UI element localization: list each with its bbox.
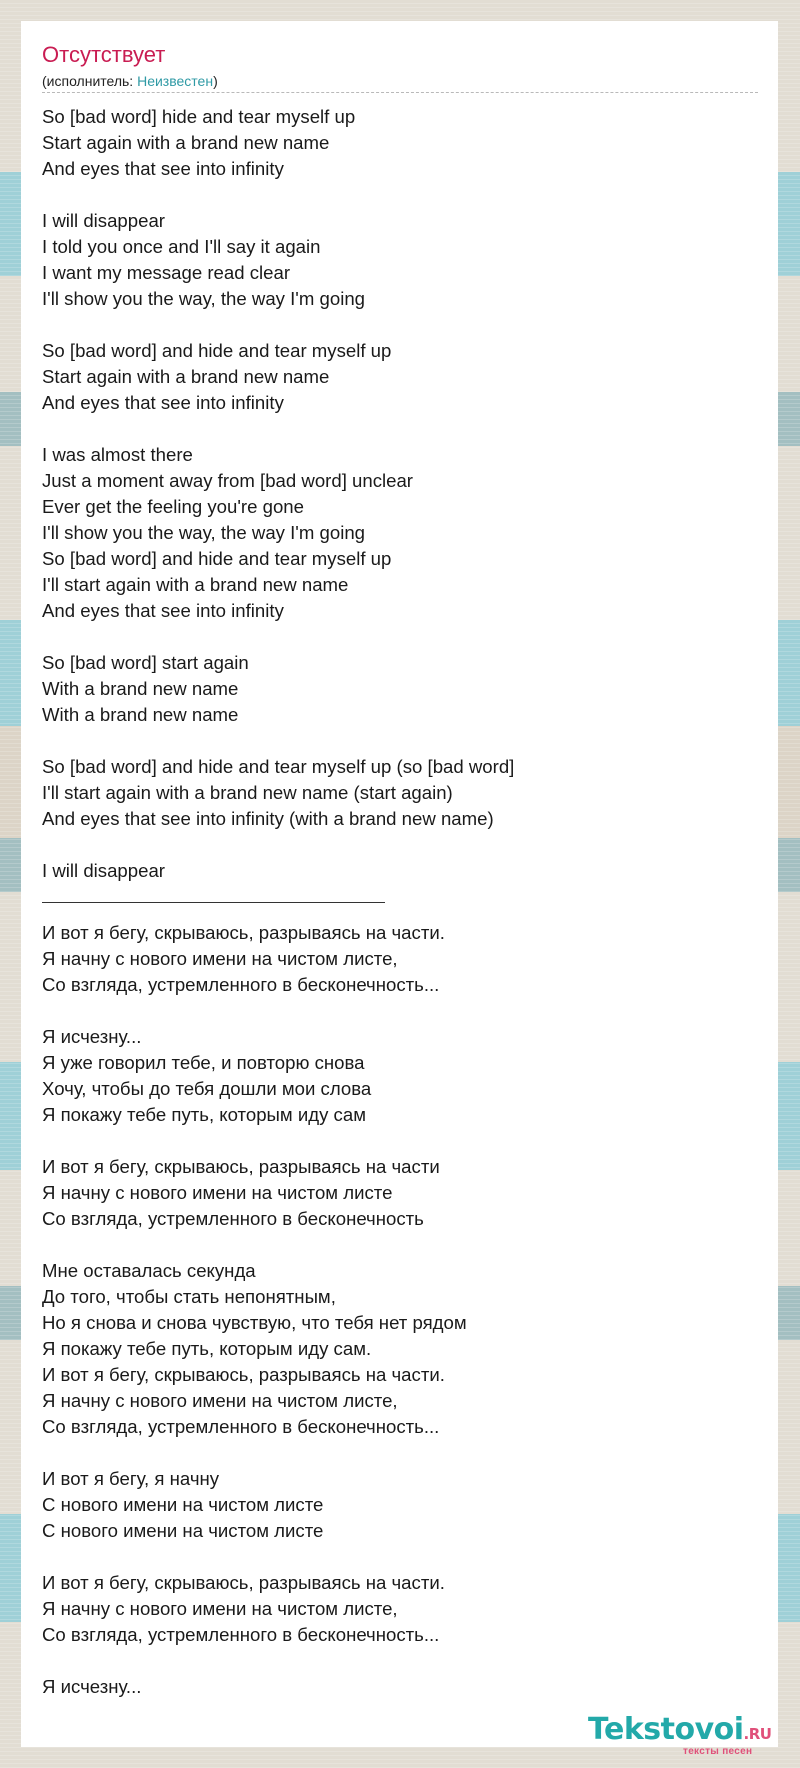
lyric-line: И вот я бегу, скрываюсь, разрываясь на части — [42, 1156, 440, 1177]
lyric-line: So [bad word] and hide and tear myself up — [42, 548, 392, 569]
lyric-line: Я покажу тебе путь, которым иду сам. — [42, 1338, 372, 1359]
stanza-gap — [42, 312, 742, 338]
lyric-line: Я исчезну... — [42, 1676, 142, 1697]
lyric-line: Start again with a brand new name — [42, 132, 330, 153]
lyric-line: Со взгляда, устремленного в бесконечность — [42, 1208, 424, 1229]
lyric-line: Со взгляда, устремленного в бесконечность... — [42, 974, 440, 995]
lyric-line: Я начну с нового имени на чистом листе — [42, 1182, 393, 1203]
lyric-line: I'll show you the way, the way I'm going — [42, 288, 366, 309]
lyric-line: И вот я бегу, скрываюсь, разрываясь на части. — [42, 1364, 445, 1385]
lyric-line: Я начну с нового имени на чистом листе, — [42, 1390, 398, 1411]
lyric-line: And eyes that see into infinity (with a brand new name) — [42, 808, 494, 829]
artist-line — [42, 73, 218, 90]
artist-prefix: (исполнитель: — [42, 73, 138, 89]
stanza-gap — [42, 1128, 742, 1154]
lyric-line: Со взгляда, устремленного в бесконечность... — [42, 1416, 440, 1437]
lyric-line: Со взгляда, устремленного в бесконечность... — [42, 1624, 440, 1645]
artist-link[interactable]: Неизвестен — [137, 73, 214, 89]
song-title: Отсутствует — [42, 42, 166, 67]
lyric-line: Я начну с нового имени на чистом листе, — [42, 1598, 398, 1619]
lyric-line: Я уже говорил тебе, и повторю снова — [42, 1052, 365, 1073]
lyric-line: С нового имени на чистом листе — [42, 1494, 324, 1515]
lyric-line: Хочу, чтобы до тебя дошли мои слова — [42, 1078, 372, 1099]
site-logo[interactable] — [588, 1713, 788, 1763]
lyric-line: And eyes that see into infinity — [42, 600, 284, 621]
lyric-line: So [bad word] and hide and tear myself up — [42, 340, 392, 361]
section-gap — [42, 910, 742, 920]
lyric-line: Start again with a brand new name — [42, 366, 330, 387]
lyric-line: With a brand new name — [42, 704, 239, 725]
lyric-line: С нового имени на чистом листе — [42, 1520, 324, 1541]
lyric-line: And eyes that see into infinity — [42, 158, 284, 179]
stanza-gap — [42, 1232, 742, 1258]
lyric-line: Just a moment away from [bad word] unclear — [42, 470, 414, 491]
lyric-line: И вот я бегу, скрываюсь, разрываясь на части. — [42, 922, 445, 943]
lyric-line: I told you once and I'll say it again — [42, 236, 321, 257]
lyric-line: I will disappear — [42, 210, 165, 231]
stanza-gap — [42, 1544, 742, 1570]
stanza-gap — [42, 182, 742, 208]
lyric-line: Но я снова и снова чувствую, что тебя нет рядом — [42, 1312, 467, 1333]
stanza-gap — [42, 998, 742, 1024]
stanza-gap — [42, 1648, 742, 1674]
stanza-gap — [42, 416, 742, 442]
stanza-gap — [42, 832, 742, 858]
lyric-line: So [bad word] hide and tear myself up — [42, 106, 356, 127]
lyric-line: I'll start again with a brand new name (start again) — [42, 782, 453, 803]
logo-tld: .RU — [743, 1725, 772, 1743]
stanza-gap — [42, 624, 742, 650]
logo-tagline: тексты песен — [683, 1746, 753, 1757]
logo-name: Tekstovoi — [588, 1712, 744, 1747]
lyric-line: I'll show you the way, the way I'm going — [42, 522, 366, 543]
lyric-line: Я покажу тебе путь, которым иду сам — [42, 1104, 366, 1125]
stanza-gap — [42, 728, 742, 754]
lyric-line: So [bad word] and hide and tear myself up (so [bad word] — [42, 756, 515, 777]
lyric-line: Я исчезну... — [42, 1026, 142, 1047]
lyric-line: I was almost there — [42, 444, 193, 465]
translation-divider — [42, 884, 742, 910]
lyric-line: И вот я бегу, скрываюсь, разрываясь на части. — [42, 1572, 445, 1593]
stanza-gap — [42, 1440, 742, 1466]
lyrics-text — [42, 104, 742, 1700]
lyric-line: До того, чтобы стать непонятным, — [42, 1286, 336, 1307]
lyric-line: And eyes that see into infinity — [42, 392, 284, 413]
lyric-line: Ever get the feeling you're gone — [42, 496, 304, 517]
lyric-line: И вот я бегу, я начну — [42, 1468, 220, 1489]
lyrics-card — [21, 21, 778, 1757]
lyric-line: Мне оставалась секунда — [42, 1260, 256, 1281]
lyric-line: I will disappear — [42, 860, 165, 881]
lyric-line: I'll start again with a brand new name — [42, 574, 349, 595]
header-divider — [42, 92, 758, 93]
lyric-line: I want my message read clear — [42, 262, 291, 283]
lyric-line: So [bad word] start again — [42, 652, 249, 673]
lyric-line: Я начну с нового имени на чистом листе, — [42, 948, 398, 969]
lyric-line: With a brand new name — [42, 678, 239, 699]
artist-suffix: ) — [213, 73, 218, 89]
